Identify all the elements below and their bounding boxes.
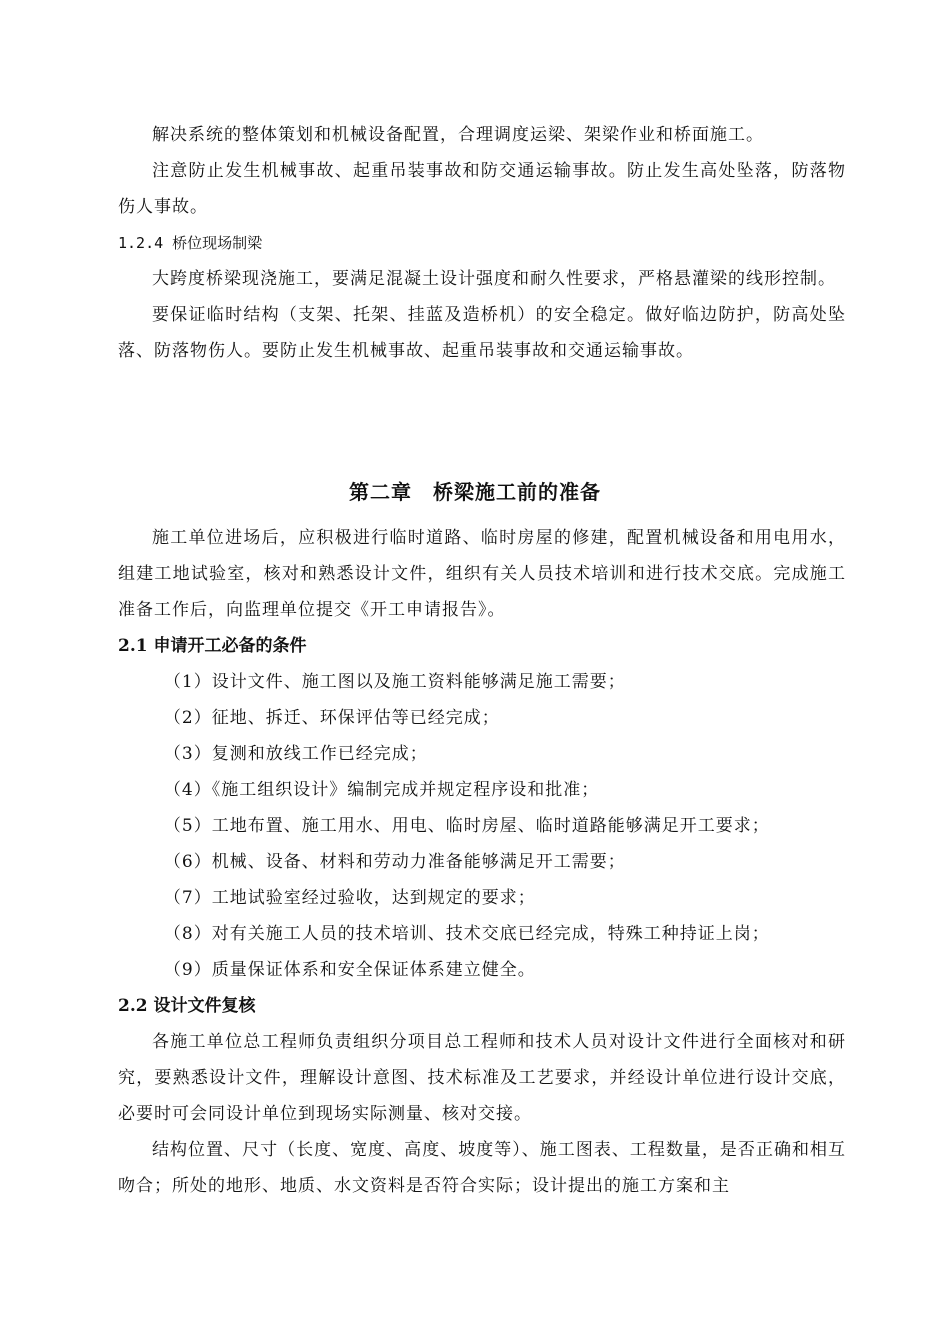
list-item: （3）复测和放线工作已经完成； bbox=[163, 744, 428, 764]
list-item: （2）征地、拆迁、环保评估等已经完成； bbox=[163, 708, 500, 728]
list-item: （6）机械、设备、材料和劳动力准备能够满足开工需要； bbox=[163, 852, 626, 872]
top-section bbox=[118, 117, 846, 369]
conditions-list bbox=[118, 664, 846, 988]
chapter-title: 第二章 桥梁施工前的准备 bbox=[349, 480, 601, 504]
list-item: （9）质量保证体系和安全保证体系建立健全。 bbox=[163, 960, 536, 980]
section-heading-1-2-4: 1.2.4 桥位现场制梁 bbox=[118, 234, 263, 252]
paragraph: 注意防止发生机械事故、起重吊装事故和防交通运输事故。防止发生高处坠落，防落物伤人事故。 bbox=[118, 161, 846, 217]
paragraph: 大跨度桥梁现浇施工，要满足混凝土设计强度和耐久性要求，严格悬灌梁的线形控制。 bbox=[152, 269, 836, 289]
paragraph: 解决系统的整体策划和机械设备配置，合理调度运梁、架梁作业和桥面施工。 bbox=[152, 125, 764, 145]
list-item: （7）工地试验室经过验收，达到规定的要求； bbox=[163, 888, 536, 908]
section-heading-2-2: 2.2 设计文件复核 bbox=[118, 996, 256, 1016]
list-item: （4）《施工组织设计》编制完成并规定程序设和批准； bbox=[163, 780, 600, 800]
chapter-body bbox=[118, 520, 846, 1204]
list-item: （8）对有关施工人员的技术培训、技术交底已经完成，特殊工种持证上岗； bbox=[163, 924, 770, 944]
chapter-intro-paragraph: 施工单位进场后，应积极进行临时道路、临时房屋的修建，配置机械设备和用电用水，组建工地试验室，核对和熟悉设计文件，组织有关人员技术培训和进行技术交底。完成施工准备工作后，向监理单位提交《开工申请报告》。 bbox=[118, 528, 846, 620]
paragraph: 要保证临时结构（支架、托架、挂蓝及造桥机）的安全稳定。做好临边防护，防高处坠落、防落物伤人。要防止发生机械事故、起重吊装事故和交通运输事故。 bbox=[118, 305, 846, 361]
paragraph: 各施工单位总工程师负责组织分项目总工程师和技术人员对设计文件进行全面核对和研究，要熟悉设计文件，理解设计意图、技术标准及工艺要求，并经设计单位进行设计交底，必要时可会同设计单位到现场实际测量、核对交接。 bbox=[118, 1032, 846, 1124]
list-item: （1）设计文件、施工图以及施工资料能够满足施工需要； bbox=[163, 672, 626, 692]
paragraph: 结构位置、尺寸（长度、宽度、高度、坡度等）、施工图表、工程数量，是否正确和相互吻合；所处的地形、地质、水文资料是否符合实际；设计提出的施工方案和主 bbox=[118, 1140, 846, 1196]
list-item: （5）工地布置、施工用水、用电、临时房屋、临时道路能够满足开工要求； bbox=[163, 816, 770, 836]
section-heading-2-1: 2.1 申请开工必备的条件 bbox=[118, 636, 307, 656]
